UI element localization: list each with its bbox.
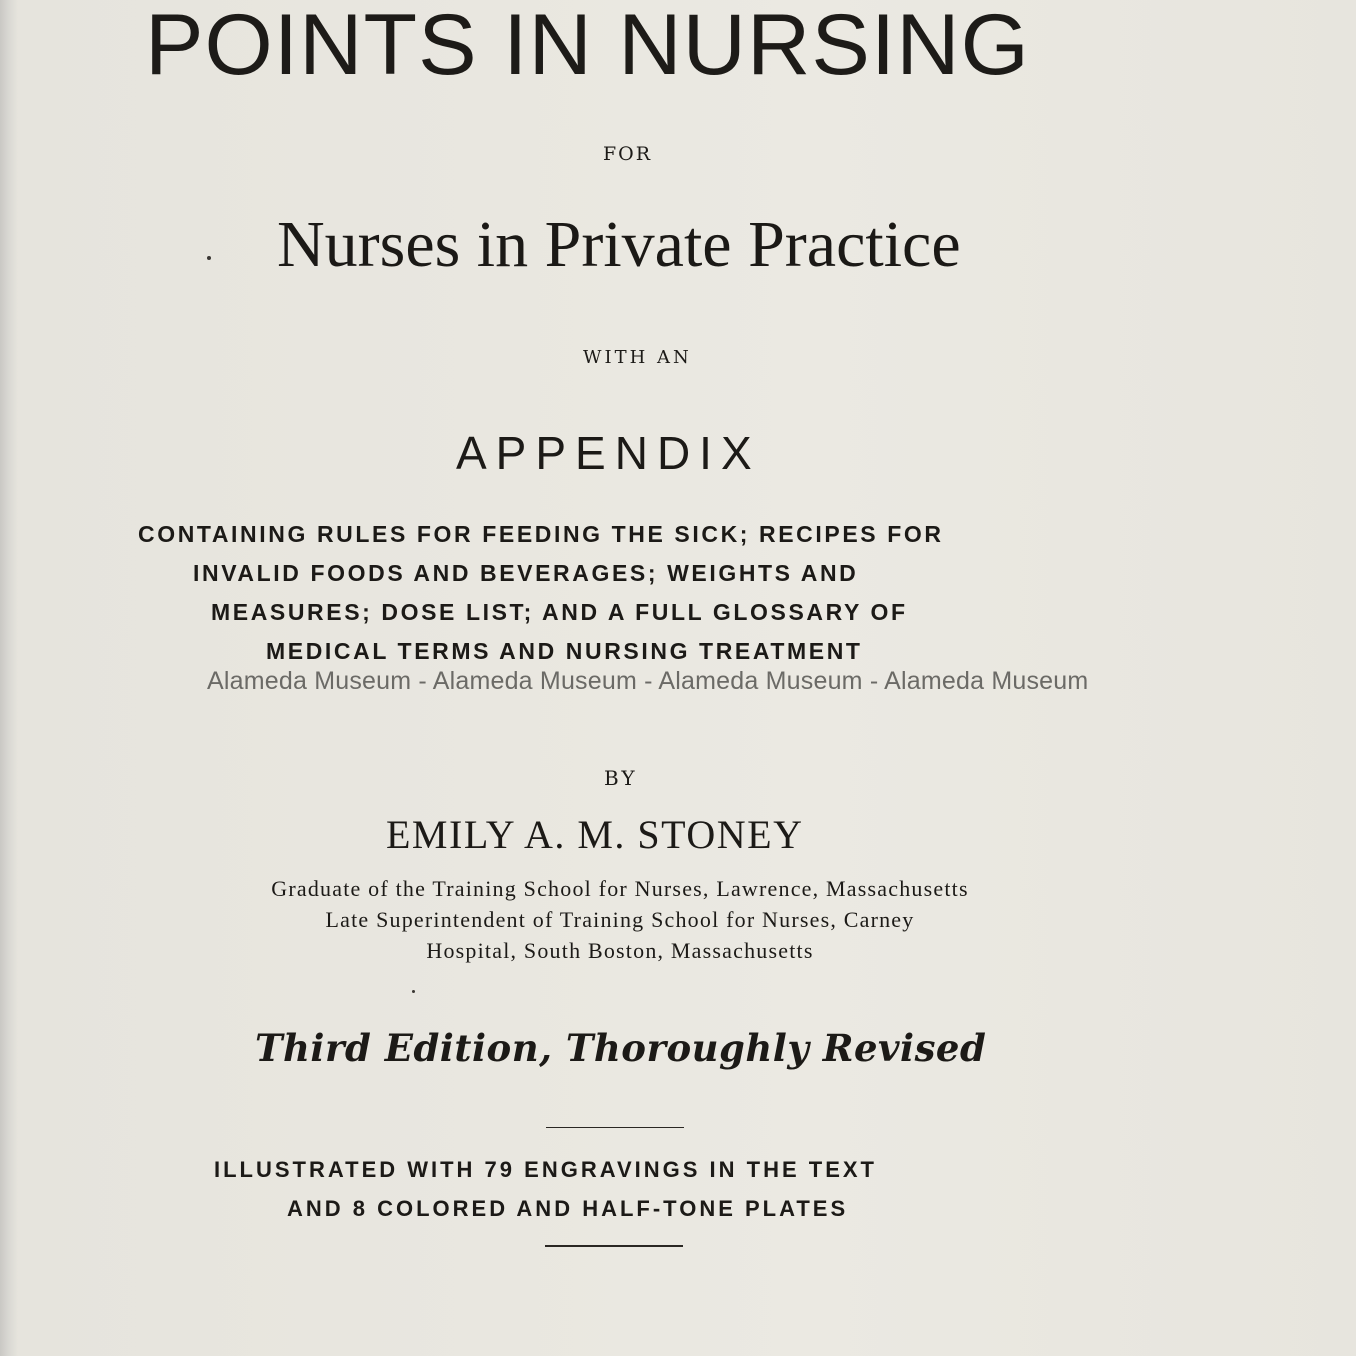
for-text: FOR	[603, 143, 653, 165]
credentials-line: Hospital, South Boston, Massachusetts	[426, 938, 814, 963]
museum-watermark: Alameda Museum - Alameda Museum - Alameda Museum - Alameda Museum	[207, 667, 1089, 695]
book-title: POINTS IN NURSING	[145, 0, 1030, 93]
ink-speck	[207, 256, 211, 260]
appendix-contents-line: CONTAINING RULES FOR FEEDING THE SICK; RECIPES FOR	[138, 521, 944, 547]
ink-speck	[412, 990, 415, 993]
divider-rule	[546, 1127, 684, 1128]
credentials-line: Graduate of the Training School for Nurses, Lawrence, Massachusetts	[271, 876, 969, 901]
author-credentials	[0, 873, 1240, 966]
illustrations-line: ILLUSTRATED WITH 79 ENGRAVINGS IN THE TEXT	[214, 1157, 877, 1182]
appendix-contents-line: INVALID FOODS AND BEVERAGES; WEIGHTS AND	[193, 560, 859, 586]
illustrations-line: AND 8 COLORED AND HALF-TONE PLATES	[287, 1196, 849, 1221]
appendix-contents-line: MEASURES; DOSE LIST; AND A FULL GLOSSARY OF	[211, 599, 908, 625]
by-text: BY	[604, 766, 638, 790]
credentials-line: Late Superintendent of Training School for Nurses, Carney	[325, 907, 915, 932]
divider-rule	[545, 1245, 683, 1247]
appendix-heading: APPENDIX	[456, 427, 761, 479]
appendix-contents	[138, 515, 1108, 671]
edition-text: Third Edition, Thoroughly Revised	[255, 1026, 987, 1070]
appendix-contents-line: MEDICAL TERMS AND NURSING TREATMENT	[266, 638, 863, 664]
author-name: EMILY A. M. STONEY	[386, 812, 804, 857]
illustrations-note	[214, 1150, 1014, 1228]
book-subtitle: Nurses in Private Practice	[277, 208, 961, 281]
with-an-text: WITH AN	[583, 347, 692, 368]
